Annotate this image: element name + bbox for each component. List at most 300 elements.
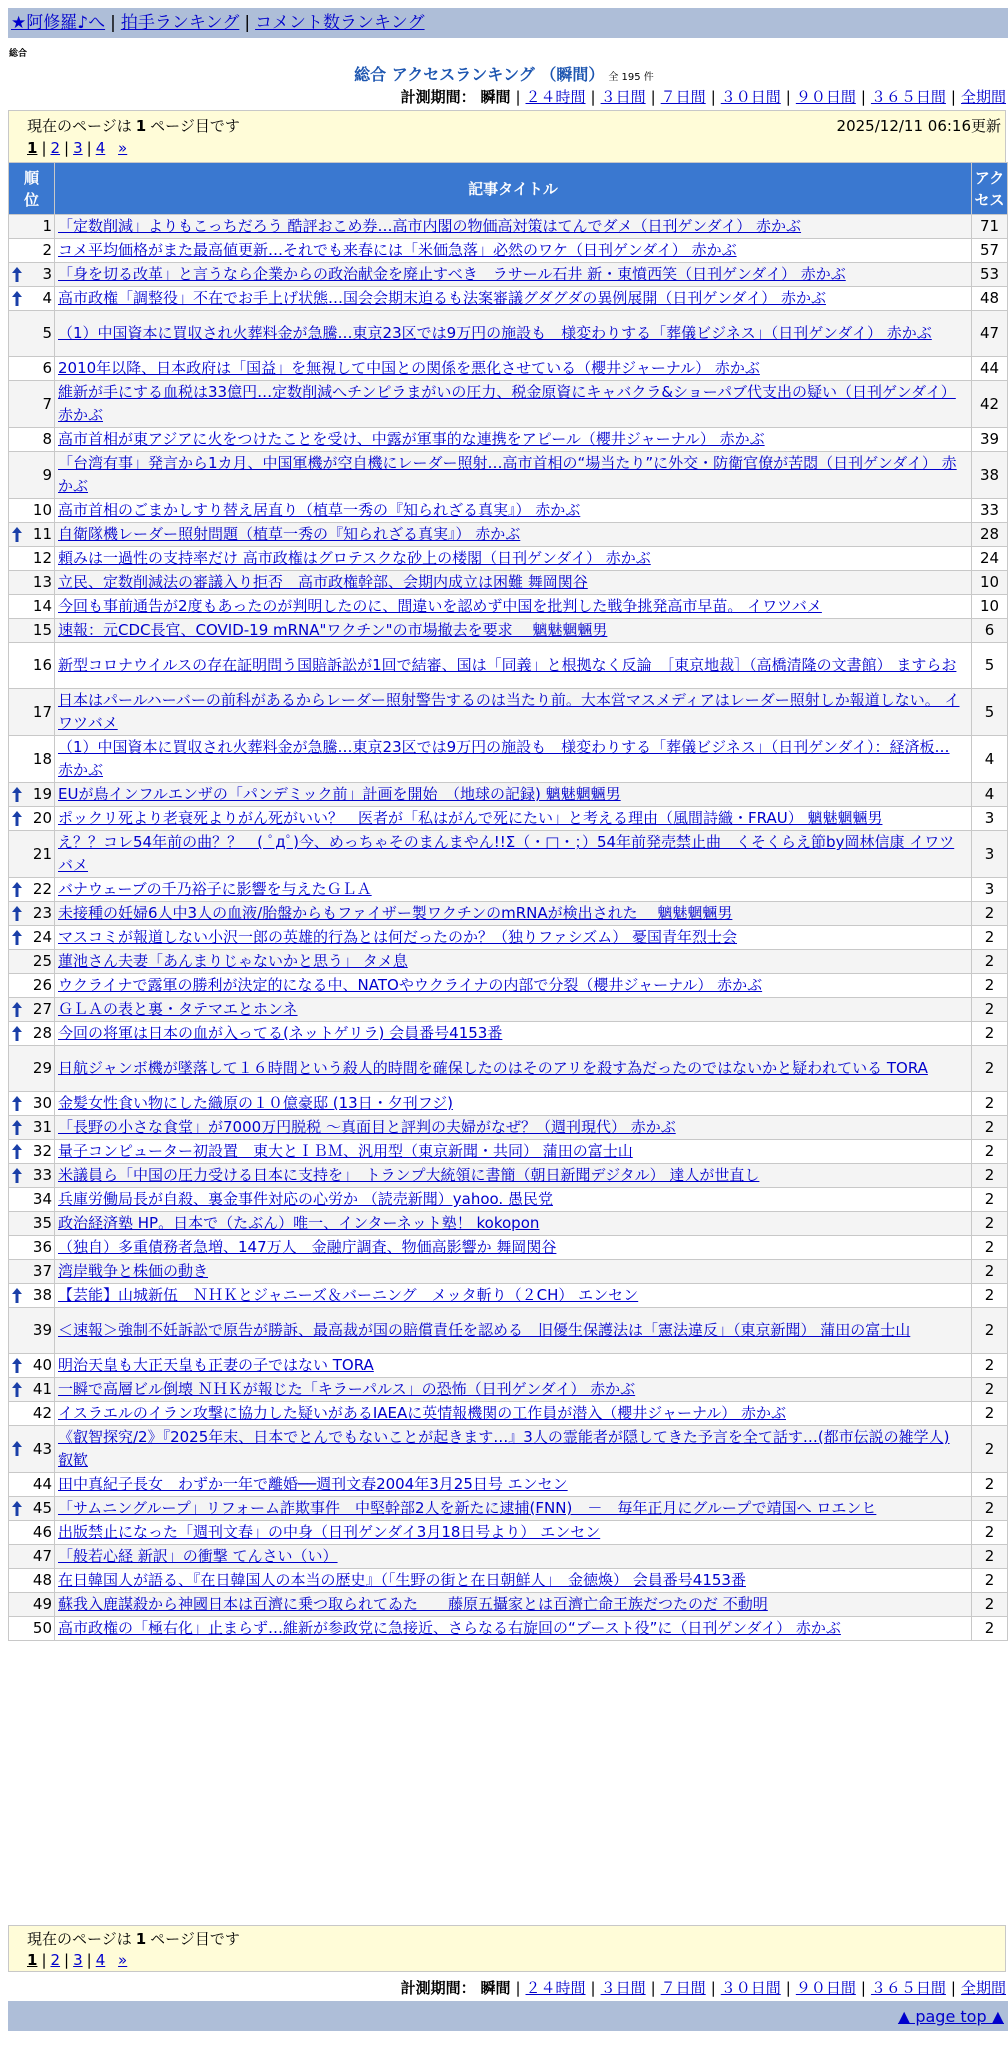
rank-number: 47 bbox=[32, 1547, 52, 1565]
title-cell bbox=[55, 643, 972, 689]
title-cell bbox=[55, 215, 972, 239]
access-count: 2 bbox=[972, 1140, 1008, 1164]
table-row bbox=[9, 689, 1008, 736]
title-cell bbox=[55, 1569, 972, 1593]
title-cell bbox=[55, 311, 972, 357]
article-title-link[interactable]: （1）中国資本に買収され火葬料金が急騰…東京23区では9万円の施設も 様変わりする「葬儀ビジネス」（日刊ゲンダイ） 赤かぶ bbox=[58, 324, 932, 342]
article-title-link[interactable]: ＧＬＡの表と裏・タテマエとホンネ bbox=[58, 1000, 298, 1018]
article-title-link[interactable]: 高市首相が東アジアに火をつけたことを受け、中露が軍事的な連携をアピール（櫻井ジャーナル） 赤かぶ bbox=[58, 430, 765, 448]
rank-cell bbox=[9, 499, 55, 523]
article-title-link[interactable]: 湾岸戦争と株価の動き bbox=[58, 1262, 209, 1280]
table-row bbox=[9, 499, 1008, 523]
article-title-link[interactable]: 田中真紀子長女 わずか一年で離婚──週刊文春2004年3月25日号 エンセン bbox=[58, 1475, 568, 1493]
article-title-link[interactable]: 米議員ら「中国の圧力受ける日本に支持を」 トランプ大統領に書簡（朝日新聞デジタル） 達人が世直し bbox=[58, 1166, 760, 1184]
rank-cell bbox=[9, 902, 55, 926]
article-title-link[interactable]: 政治経済塾 HP。日本で（たぶん）唯一、インターネット塾！ kokopon bbox=[58, 1214, 540, 1232]
article-title-link[interactable]: コメ平均価格がまた最高値更新…それでも来春には「米価急落」必然のワケ（日刊ゲンダイ） 赤かぶ bbox=[58, 241, 737, 259]
rank-cell bbox=[9, 595, 55, 619]
rank-number: 22 bbox=[32, 880, 52, 898]
article-title-link[interactable]: ウクライナで露軍の勝利が決定的になる中、NATOやウクライナの内部で分裂（櫻井ジャーナル） 赤かぶ bbox=[58, 976, 763, 994]
access-count: 10 bbox=[972, 595, 1008, 619]
access-count: 3 bbox=[972, 878, 1008, 902]
title-cell bbox=[55, 1497, 972, 1521]
rank-up-arrow-icon bbox=[12, 1441, 22, 1456]
article-title-link[interactable]: 明治天皇も大正天皇も正妻の子ではない TORA bbox=[58, 1356, 374, 1374]
article-title-link[interactable]: 立民、定数削減法の審議入り拒否 高市政権幹部、会期内成立は困難 舞岡関谷 bbox=[58, 573, 588, 591]
article-title-link[interactable]: 「身を切る改革」と言うなら企業からの政治献金を廃止すべき ラサール石井 新・東憤西笑（日刊ゲンダイ） 赤かぶ bbox=[58, 265, 846, 283]
rank-cell bbox=[9, 1497, 55, 1521]
article-title-link[interactable]: 一瞬で高層ビル倒壊 ＮＨＫが報じた「キラーパルス」の恐怖（日刊ゲンダイ） 赤かぶ bbox=[58, 1380, 636, 1398]
rank-cell bbox=[9, 1284, 55, 1308]
pagination-page-3[interactable]: 3 bbox=[73, 1951, 83, 1969]
access-count: 2 bbox=[972, 1212, 1008, 1236]
title-cell bbox=[55, 1140, 972, 1164]
table-row bbox=[9, 1022, 1008, 1046]
top-nav bbox=[11, 12, 425, 34]
rank-up-arrow-icon bbox=[12, 1501, 22, 1516]
rank-number: 16 bbox=[32, 656, 52, 674]
rank-number: 20 bbox=[32, 809, 52, 827]
title-cell bbox=[55, 499, 972, 523]
table-row bbox=[9, 1284, 1008, 1308]
rank-cell bbox=[9, 831, 55, 878]
period-option-24h[interactable]: ２４時間 bbox=[525, 1979, 586, 1997]
rank-up-arrow-icon bbox=[12, 1096, 22, 1111]
table-row bbox=[9, 878, 1008, 902]
table-row bbox=[9, 783, 1008, 807]
rank-cell bbox=[9, 1116, 55, 1140]
period-option-30d[interactable]: ３０日間 bbox=[720, 88, 781, 106]
rank-number: 45 bbox=[32, 1499, 52, 1517]
rank-number: 39 bbox=[32, 1321, 52, 1339]
period-option-365d[interactable]: ３６５日間 bbox=[870, 88, 946, 106]
rank-cell bbox=[9, 1402, 55, 1426]
access-count: 3 bbox=[972, 807, 1008, 831]
access-count: 24 bbox=[972, 547, 1008, 571]
access-count: 2 bbox=[972, 1188, 1008, 1212]
article-title-link[interactable]: 自衛隊機レーダー照射問題（植草一秀の『知られざる真実』） 赤かぶ bbox=[58, 525, 521, 543]
title-cell bbox=[55, 1284, 972, 1308]
access-count: 48 bbox=[972, 287, 1008, 311]
access-count: 2 bbox=[972, 950, 1008, 974]
access-count: 44 bbox=[972, 357, 1008, 381]
period-current: 瞬間 bbox=[480, 88, 511, 106]
rank-cell bbox=[9, 783, 55, 807]
pagination-bottom: 1 | 2 | 3 | 4 » bbox=[27, 1951, 128, 1969]
article-title-link[interactable]: （1）中国資本に買収され火葬料金が急騰…東京23区では9万円の施設も 様変わりする「葬儀ビジネス」（日刊ゲンダイ）：経済板… 赤かぶ bbox=[58, 738, 950, 779]
rank-up-arrow-icon bbox=[12, 1288, 22, 1303]
article-title-link[interactable]: 新型コロナウイルスの存在証明問う国賠訴訟が1回で結審、国は「同義」と根拠なく反論 ［東京地裁］（高橋清隆の文書館） ますらお bbox=[58, 656, 957, 674]
rank-up-arrow-icon bbox=[12, 1120, 22, 1135]
period-option-7d[interactable]: ７日間 bbox=[660, 1979, 706, 1997]
pagination-next[interactable]: » bbox=[118, 1951, 128, 1969]
title-cell bbox=[55, 974, 972, 998]
access-count: 2 bbox=[972, 1260, 1008, 1284]
rank-cell bbox=[9, 523, 55, 547]
rank-up-arrow-icon bbox=[12, 787, 22, 802]
header-title: 記事タイトル bbox=[55, 163, 972, 215]
title-cell bbox=[55, 807, 972, 831]
rank-cell bbox=[9, 689, 55, 736]
rank-cell bbox=[9, 878, 55, 902]
rank-cell bbox=[9, 643, 55, 689]
title-cell bbox=[55, 381, 972, 428]
table-header-row bbox=[9, 163, 1008, 215]
article-title-link[interactable]: 蘇我入鹿謀殺から神國日本は百濟に乗つ取られてゐた 藤原五攝家とは百濟亡命王族だつたのだ 不動明 bbox=[58, 1595, 768, 1613]
access-count: 28 bbox=[972, 523, 1008, 547]
access-count: 2 bbox=[972, 1308, 1008, 1354]
period-option-24h[interactable]: ２４時間 bbox=[525, 88, 586, 106]
article-title-link[interactable]: 【芸能】山城新伍 ＮＨＫとジャニーズ＆バーニング メッタ斬り（２CH） エンセン bbox=[58, 1286, 639, 1304]
rank-up-arrow-icon bbox=[12, 906, 22, 921]
rank-number: 24 bbox=[32, 928, 52, 946]
article-title-link[interactable]: 「長野の小さな食堂」が7000万円脱税 ～真面目と評判の夫婦がなぜ？（週刊現代） 赤かぶ bbox=[58, 1118, 676, 1136]
rank-cell bbox=[9, 357, 55, 381]
rank-cell bbox=[9, 1354, 55, 1378]
rank-up-arrow-icon bbox=[12, 1026, 22, 1041]
article-title-link[interactable]: 蓮池さん夫妻「あんまりじゃないかと思う」 タメ息 bbox=[58, 952, 408, 970]
access-count: 39 bbox=[972, 428, 1008, 452]
title-cell bbox=[55, 263, 972, 287]
rank-number: 1 bbox=[42, 217, 52, 235]
total-count: 全 195 件 bbox=[608, 72, 654, 83]
nav-separator: | bbox=[110, 13, 116, 33]
table-row bbox=[9, 452, 1008, 499]
table-row bbox=[9, 595, 1008, 619]
pagination-page-3[interactable]: 3 bbox=[73, 139, 83, 157]
rank-number: 23 bbox=[32, 904, 52, 922]
title-cell bbox=[55, 831, 972, 878]
table-row bbox=[9, 902, 1008, 926]
table-row bbox=[9, 381, 1008, 428]
title-cell bbox=[55, 547, 972, 571]
title-cell bbox=[55, 595, 972, 619]
table-row bbox=[9, 1593, 1008, 1617]
access-count: 2 bbox=[972, 1521, 1008, 1545]
table-row bbox=[9, 571, 1008, 595]
rank-number: 21 bbox=[32, 844, 52, 863]
access-count: 2 bbox=[972, 902, 1008, 926]
rank-number: 13 bbox=[32, 573, 52, 591]
title-cell bbox=[55, 1164, 972, 1188]
title-cell bbox=[55, 1116, 972, 1140]
nav-link-comment-ranking[interactable]: コメント数ランキング bbox=[255, 13, 425, 33]
article-title-link[interactable]: 「台湾有事」発言から1カ月、中国軍機が空自機にレーダー照射…高市首相の“場当たり”に外交・防衛官僚が苦悶（日刊ゲンダイ） 赤かぶ bbox=[58, 454, 957, 495]
rank-number: 7 bbox=[42, 394, 52, 413]
period-option-all[interactable]: 全期間 bbox=[960, 88, 1006, 106]
table-row bbox=[9, 1236, 1008, 1260]
rank-number: 15 bbox=[32, 621, 52, 639]
article-title-link[interactable]: ＜速報＞強制不妊訴訟で原告が勝訴、最高裁が国の賠償責任を認める 旧優生保護法は「憲法違反」（東京新聞） 蒲田の富士山 bbox=[58, 1321, 911, 1339]
pagination-page-4[interactable]: 4 bbox=[95, 139, 106, 157]
access-count: 2 bbox=[972, 1236, 1008, 1260]
table-row bbox=[9, 1046, 1008, 1092]
rank-number: 19 bbox=[32, 785, 52, 803]
period-option-90d[interactable]: ９０日間 bbox=[795, 1979, 856, 1997]
table-row bbox=[9, 619, 1008, 643]
title-cell bbox=[55, 1260, 972, 1284]
rank-cell bbox=[9, 926, 55, 950]
title-cell bbox=[55, 1354, 972, 1378]
rank-number: 33 bbox=[32, 1166, 52, 1184]
header-rank: 順位 bbox=[9, 163, 55, 215]
page-top-link[interactable]: ▲ page top ▲ bbox=[897, 2007, 1004, 2026]
table-row bbox=[9, 1402, 1008, 1426]
table-row bbox=[9, 736, 1008, 783]
period-option-30d[interactable]: ３０日間 bbox=[720, 1979, 781, 1997]
page-info-top bbox=[8, 110, 1006, 163]
access-count: 71 bbox=[972, 215, 1008, 239]
rank-number: 3 bbox=[42, 265, 52, 283]
table-row bbox=[9, 1497, 1008, 1521]
table-row bbox=[9, 807, 1008, 831]
access-count: 3 bbox=[972, 831, 1008, 878]
article-title-link[interactable]: 兵庫労働局長が自殺、裏金事件対応の心労か （読売新聞）yahoo. 愚民党 bbox=[58, 1190, 553, 1208]
ranking-table-body bbox=[9, 215, 1008, 1641]
rank-cell bbox=[9, 311, 55, 357]
article-title-link[interactable]: 頼みは一過性の支持率だけ 高市政権はグロテスクな砂上の楼閣（日刊ゲンダイ） 赤かぶ bbox=[58, 549, 651, 567]
table-row bbox=[9, 643, 1008, 689]
rank-up-arrow-icon bbox=[12, 1144, 22, 1159]
rank-number: 10 bbox=[32, 501, 52, 519]
article-title-link[interactable]: 高市政権「調整役」不在でお手上げ状態…国会会期末迫るも法案審議グダグダの異例展開（日刊ゲンダイ） 赤かぶ bbox=[58, 289, 826, 307]
title-cell bbox=[55, 287, 972, 311]
rank-up-arrow-icon bbox=[12, 1382, 22, 1397]
table-row bbox=[9, 1426, 1008, 1473]
article-title-link[interactable]: 「サムニングループ」リフォーム詐欺事件 中堅幹部2人を新たに逮捕(FNN) － 毎年正月にグループで靖国へ ロエンヒ bbox=[58, 1499, 877, 1517]
rank-number: 42 bbox=[32, 1404, 52, 1422]
rank-cell bbox=[9, 1164, 55, 1188]
access-count: 10 bbox=[972, 571, 1008, 595]
rank-number: 36 bbox=[32, 1238, 52, 1256]
rank-cell bbox=[9, 1545, 55, 1569]
rank-number: 44 bbox=[32, 1475, 52, 1493]
article-title-link[interactable]: 速報：元CDC長官、COVID-19 mRNA"ワクチン"の市場撤去を要求 魑魅魍魎男 bbox=[58, 621, 608, 639]
title-cell bbox=[55, 1308, 972, 1354]
article-title-link[interactable]: イスラエルのイラン攻撃に協力した疑いがあるIAEAに英情報機関の工作員が潜入（櫻井ジャーナル） 赤かぶ bbox=[58, 1404, 786, 1422]
article-title-link[interactable]: 維新が手にする血税は33億円…定数削減へチンピラまがいの圧力、税金原資にキャバクラ&ショーパブ代支出の疑い（日刊ゲンダイ） 赤かぶ bbox=[58, 383, 956, 424]
rank-number: 29 bbox=[32, 1059, 52, 1077]
table-row bbox=[9, 1473, 1008, 1497]
article-title-link[interactable]: 今回も事前通告が2度もあったのが判明したのに、間違いを認めず中国を批判した戦争挑発高市早苗。 イワツバメ bbox=[58, 597, 822, 615]
access-count: 2 bbox=[972, 1354, 1008, 1378]
rank-cell bbox=[9, 263, 55, 287]
title-cell bbox=[55, 1545, 972, 1569]
rank-number: 50 bbox=[32, 1619, 52, 1637]
pagination-page-2[interactable]: 2 bbox=[50, 1951, 61, 1969]
article-title-link[interactable]: 出版禁止になった「週刊文春」の中身（日刊ゲンダイ3月18日号より） エンセン bbox=[58, 1523, 601, 1541]
title-cell bbox=[55, 878, 972, 902]
rank-number: 32 bbox=[32, 1142, 52, 1160]
access-count: 4 bbox=[972, 736, 1008, 783]
rank-number: 18 bbox=[32, 749, 52, 768]
table-row bbox=[9, 287, 1008, 311]
article-title-link[interactable]: 高市政権の「極右化」止まらず…維新が参政党に急接近、さらなる右旋回の“ブースト役”に（日刊ゲンダイ） 赤かぶ bbox=[58, 1619, 841, 1637]
title-cell bbox=[55, 571, 972, 595]
access-count: 2 bbox=[972, 1046, 1008, 1092]
article-title-link[interactable]: EUが鳥インフルエンザの「パンデミック前」計画を開始 （地球の記録) 魑魅魍魎男 bbox=[58, 785, 621, 803]
article-title-link[interactable]: 在日韓国人が語る、『在日韓国人の本当の歴史』（「生野の街と在日朝鮮人」 金徳煥） 会員番号4153番 bbox=[58, 1571, 746, 1589]
period-option-365d[interactable]: ３６５日間 bbox=[870, 1979, 946, 1997]
rank-cell bbox=[9, 1593, 55, 1617]
table-row bbox=[9, 263, 1008, 287]
title-cell bbox=[55, 783, 972, 807]
article-title-link[interactable]: 「般若心経 新訳」の衝撃 てんさい（い） bbox=[58, 1547, 338, 1565]
article-title-link[interactable]: 日本はパールハーバーの前科があるからレーダー照射警告するのは当たり前。大本営マスメディアはレーダー照射しか報道しない。 イワツバメ bbox=[58, 691, 960, 732]
article-title-link[interactable]: バナウェーブの千乃裕子に影響を与えたＧＬＡ bbox=[58, 880, 372, 898]
rank-number: 37 bbox=[32, 1262, 52, 1280]
title-cell bbox=[55, 1046, 972, 1092]
article-title-link[interactable]: 今回の将軍は日本の血が入ってる(ネットゲリラ) 会員番号4153番 bbox=[58, 1024, 503, 1042]
period-option-3d[interactable]: ３日間 bbox=[600, 88, 646, 106]
title-cell bbox=[55, 452, 972, 499]
rank-cell bbox=[9, 736, 55, 783]
article-title-link[interactable]: え？？コレ54年前の曲？？ ( ﾟдﾟ)今、めっちゃそのまんまやん!!Σ（・□・；）54年前発売禁止曲 くそくらえ節by岡林信康 イワツバメ bbox=[58, 833, 955, 874]
rank-cell bbox=[9, 1473, 55, 1497]
rank-number: 48 bbox=[32, 1571, 52, 1589]
rank-number: 9 bbox=[42, 465, 52, 484]
title-cell bbox=[55, 1426, 972, 1473]
pagination-next[interactable]: » bbox=[118, 139, 128, 157]
rank-number: 35 bbox=[32, 1214, 52, 1232]
rank-cell bbox=[9, 1046, 55, 1092]
rank-cell bbox=[9, 619, 55, 643]
rank-cell bbox=[9, 1022, 55, 1046]
rank-cell bbox=[9, 239, 55, 263]
table-row bbox=[9, 1092, 1008, 1116]
rank-number: 8 bbox=[42, 430, 52, 448]
title-cell bbox=[55, 1473, 972, 1497]
pagination-top: 1 | 2 | 3 | 4 » bbox=[27, 139, 128, 157]
title-cell bbox=[55, 357, 972, 381]
title-cell bbox=[55, 902, 972, 926]
updated-time: 2025/12/11 06:16更新 bbox=[836, 117, 1001, 135]
rank-cell bbox=[9, 1140, 55, 1164]
article-title-link[interactable]: 2010年以降、日本政府は「国益」を無視して中国との関係を悪化させている（櫻井ジャーナル） 赤かぶ bbox=[58, 359, 760, 377]
rank-up-arrow-icon bbox=[12, 930, 22, 945]
access-count: 2 bbox=[972, 1284, 1008, 1308]
article-title-link[interactable]: 未接種の妊婦6人中3人の血液/胎盤からもファイザー製ワクチンのmRNAが検出された 魑魅魍魎男 bbox=[58, 904, 733, 922]
rank-up-arrow-icon bbox=[12, 527, 22, 542]
article-title-link[interactable]: ポックリ死より老衰死よりがん死がいい？ 医者が「私はがんで死にたい」と考える理由（風間詩織・FRAU） 魑魅魍魎男 bbox=[58, 809, 883, 827]
bottom-bar bbox=[8, 2001, 1008, 2031]
page-title: 総合 アクセスランキング （瞬間） bbox=[354, 65, 605, 84]
article-title-link[interactable]: 金髪女性食い物にした織原の１０億豪邸 (13日・夕刊フジ) bbox=[58, 1094, 453, 1112]
title-cell bbox=[55, 1521, 972, 1545]
article-title-link[interactable]: マスコミが報道しない小沢一郎の英雄的行為とは何だったのか？（独りファシズム） 憂国青年烈士会 bbox=[58, 928, 738, 946]
period-option-90d[interactable]: ９０日間 bbox=[795, 88, 856, 106]
table-row bbox=[9, 215, 1008, 239]
article-title-link[interactable]: （独自）多重債務者急増、147万人 金融庁調査、物価高影響か 舞岡関谷 bbox=[58, 1238, 557, 1256]
rank-cell bbox=[9, 571, 55, 595]
period-selector-bottom: 計測期間： 瞬間 | ２４時間 | ３日間 | ７日間 | ３０日間 | ９０日間 | ３６５日間 | 全期間 bbox=[400, 1979, 1006, 1997]
rank-cell bbox=[9, 950, 55, 974]
access-count: 2 bbox=[972, 1473, 1008, 1497]
rank-number: 27 bbox=[32, 1000, 52, 1018]
table-row bbox=[9, 523, 1008, 547]
header-access: アクセス bbox=[972, 163, 1008, 215]
period-option-3d[interactable]: ３日間 bbox=[600, 1979, 646, 1997]
title-cell bbox=[55, 1617, 972, 1641]
rank-cell bbox=[9, 807, 55, 831]
table-row bbox=[9, 1212, 1008, 1236]
nav-link-applause-ranking[interactable]: 拍手ランキング bbox=[120, 13, 240, 33]
pagination-current: 1 bbox=[27, 139, 38, 157]
period-label: 計測期間： bbox=[400, 88, 476, 106]
access-count: 2 bbox=[972, 1164, 1008, 1188]
access-count: 53 bbox=[972, 263, 1008, 287]
rank-number: 34 bbox=[32, 1190, 52, 1208]
article-title-link[interactable]: 《叡智探究/2》『2025年末、日本でとんでもないことが起きます…』3人の霊能者が隠してきた予言を全て話す…(都市伝説の雑学人) 叡歓 bbox=[58, 1428, 950, 1469]
table-row bbox=[9, 239, 1008, 263]
rank-cell bbox=[9, 1188, 55, 1212]
table-row bbox=[9, 357, 1008, 381]
rank-up-arrow-icon bbox=[12, 267, 22, 282]
table-row bbox=[9, 1569, 1008, 1593]
article-title-link[interactable]: 量子コンピューター初設置 東大とＩＢＭ、汎用型（東京新聞・共同） 蒲田の富士山 bbox=[58, 1142, 633, 1160]
table-row bbox=[9, 1116, 1008, 1140]
rank-cell bbox=[9, 1378, 55, 1402]
access-count: 38 bbox=[972, 452, 1008, 499]
rank-number: 6 bbox=[42, 359, 52, 377]
nav-separator: | bbox=[244, 13, 251, 33]
access-count: 2 bbox=[972, 998, 1008, 1022]
rank-number: 41 bbox=[32, 1380, 52, 1398]
rank-cell bbox=[9, 215, 55, 239]
rank-number: 49 bbox=[32, 1595, 52, 1613]
access-count: 2 bbox=[972, 1378, 1008, 1402]
access-count: 57 bbox=[972, 239, 1008, 263]
rank-number: 43 bbox=[32, 1439, 52, 1458]
table-row bbox=[9, 1164, 1008, 1188]
rank-number: 46 bbox=[32, 1523, 52, 1541]
table-row bbox=[9, 1378, 1008, 1402]
article-title-link[interactable]: 高市首相のごまかしすり替え居直り（植草一秀の『知られざる真実』） 赤かぶ bbox=[58, 501, 581, 519]
rank-cell bbox=[9, 1617, 55, 1641]
article-title-link[interactable]: 日航ジャンボ機が墜落して１６時間という殺人的時間を確保したのはそのアリを殺す為だったのではないかと疑われている TORA bbox=[58, 1059, 928, 1077]
table-row bbox=[9, 1521, 1008, 1545]
table-row bbox=[9, 950, 1008, 974]
pagination-page-4[interactable]: 4 bbox=[95, 1951, 106, 1969]
period-option-all[interactable]: 全期間 bbox=[960, 1979, 1006, 1997]
table-row bbox=[9, 998, 1008, 1022]
title-cell bbox=[55, 1236, 972, 1260]
article-title-link[interactable]: 「定数削減」よりもこっちだろう 酷評おこめ券…高市内閣の物価高対策はてんでダメ（日刊ゲンダイ） 赤かぶ bbox=[58, 217, 802, 235]
title-cell bbox=[55, 1022, 972, 1046]
access-count: 33 bbox=[972, 499, 1008, 523]
table-row bbox=[9, 1140, 1008, 1164]
rank-cell bbox=[9, 1426, 55, 1473]
nav-link-asyura[interactable]: ★阿修羅♪へ bbox=[11, 13, 106, 33]
period-option-7d[interactable]: ７日間 bbox=[660, 88, 706, 106]
access-count: 4 bbox=[972, 783, 1008, 807]
rank-number: 11 bbox=[32, 525, 52, 543]
title-cell bbox=[55, 1188, 972, 1212]
rank-up-arrow-icon bbox=[12, 291, 22, 306]
current-page-text: 現在のページは 1 ページ目です bbox=[27, 1930, 240, 1948]
rank-number: 40 bbox=[32, 1356, 52, 1374]
rank-cell bbox=[9, 452, 55, 499]
rank-cell bbox=[9, 998, 55, 1022]
table-row bbox=[9, 1545, 1008, 1569]
access-count: 2 bbox=[972, 1402, 1008, 1426]
rank-number: 28 bbox=[32, 1024, 52, 1042]
access-count: 2 bbox=[972, 974, 1008, 998]
pagination-page-2[interactable]: 2 bbox=[50, 139, 61, 157]
access-count: 2 bbox=[972, 1116, 1008, 1140]
rank-number: 4 bbox=[42, 289, 52, 307]
rank-cell bbox=[9, 1569, 55, 1593]
